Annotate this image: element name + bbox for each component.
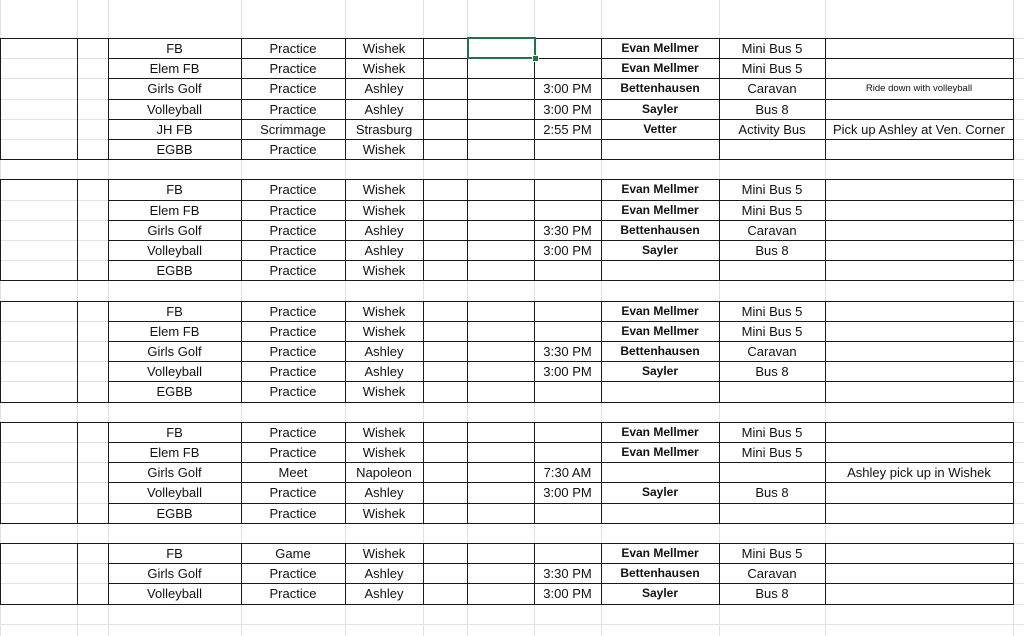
notes-cell[interactable] bbox=[825, 381, 1013, 401]
activity-cell[interactable]: JH FB bbox=[156, 121, 193, 137]
driver-cell[interactable]: Sayler bbox=[641, 102, 679, 116]
location-cell[interactable]: Wishek bbox=[362, 505, 406, 521]
location-cell[interactable]: Ashley bbox=[364, 343, 404, 359]
activity-cell[interactable]: Elem FB bbox=[149, 444, 200, 460]
gridline bbox=[0, 624, 1024, 625]
header-date[interactable] bbox=[0, 0, 77, 36]
event-cell[interactable]: Practice bbox=[269, 40, 317, 56]
activity-cell[interactable]: Volleyball bbox=[147, 585, 202, 601]
event-cell[interactable]: Practice bbox=[269, 565, 317, 581]
ashley-cell[interactable] bbox=[467, 482, 534, 502]
location-cell[interactable]: Ashley bbox=[364, 484, 404, 500]
driver-cell[interactable]: Sayler bbox=[641, 586, 679, 600]
event-cell[interactable]: Scrimmage bbox=[260, 121, 326, 137]
miles-cell[interactable] bbox=[423, 361, 467, 381]
location-cell[interactable]: Wishek bbox=[362, 202, 406, 218]
wishek-cell[interactable]: 2:55 PM bbox=[543, 121, 592, 137]
notes-cell[interactable] bbox=[825, 482, 1013, 502]
date-cell[interactable] bbox=[0, 38, 77, 58]
location-cell[interactable]: Wishek bbox=[362, 323, 406, 339]
activity-cell[interactable]: Girls Golf bbox=[147, 343, 202, 359]
event-cell[interactable]: Practice bbox=[269, 484, 317, 500]
notes-cell[interactable] bbox=[825, 139, 1013, 159]
miles-cell[interactable] bbox=[423, 301, 467, 321]
wishek-cell[interactable]: 7:30 AM bbox=[543, 464, 592, 480]
location-cell[interactable]: Wishek bbox=[362, 181, 406, 197]
miles-cell[interactable] bbox=[423, 260, 467, 280]
activity-cell[interactable]: Elem FB bbox=[149, 60, 200, 76]
transport-cell[interactable]: Caravan bbox=[747, 343, 797, 359]
notes-cell[interactable] bbox=[825, 422, 1013, 442]
miles-cell[interactable] bbox=[423, 543, 467, 563]
notes-cell[interactable] bbox=[825, 260, 1013, 280]
activity-cell[interactable]: FB bbox=[166, 424, 183, 440]
cell-border bbox=[1013, 38, 1014, 160]
event-cell[interactable]: Practice bbox=[269, 141, 317, 157]
driver-cell[interactable]: Evan Mellmer bbox=[621, 324, 699, 338]
driver-cell[interactable] bbox=[601, 139, 719, 159]
event-cell[interactable]: Practice bbox=[269, 444, 317, 460]
transport-cell[interactable] bbox=[719, 139, 825, 159]
cell-border bbox=[0, 280, 1014, 281]
location-cell[interactable]: Ashley bbox=[364, 101, 404, 117]
miles-cell[interactable] bbox=[423, 583, 467, 603]
activity-cell[interactable]: EGBB bbox=[156, 262, 193, 278]
header-location[interactable] bbox=[345, 0, 423, 36]
wishek-cell[interactable]: 3:00 PM bbox=[543, 80, 592, 96]
driver-cell[interactable]: Bettenhausen bbox=[620, 81, 700, 95]
activity-cell[interactable]: EGBB bbox=[156, 383, 193, 399]
transport-cell[interactable]: Mini Bus 5 bbox=[741, 202, 803, 218]
ashley-cell[interactable] bbox=[467, 381, 534, 401]
ashley-cell[interactable] bbox=[467, 58, 534, 78]
notes-cell[interactable] bbox=[825, 99, 1013, 119]
cell-border bbox=[0, 402, 1014, 403]
miles-cell[interactable] bbox=[423, 119, 467, 139]
notes-cell[interactable] bbox=[825, 58, 1013, 78]
ashley-cell[interactable] bbox=[467, 99, 534, 119]
miles-cell[interactable] bbox=[423, 38, 467, 58]
wishek-cell[interactable]: 3:30 PM bbox=[543, 222, 592, 238]
notes-cell[interactable]: Pick up Ashley at Ven. Corner bbox=[833, 121, 1005, 137]
location-cell[interactable]: Ashley bbox=[364, 80, 404, 96]
wishek-cell[interactable] bbox=[534, 260, 601, 280]
ashley-cell[interactable] bbox=[467, 260, 534, 280]
event-cell[interactable]: Practice bbox=[269, 363, 317, 379]
transport-cell[interactable]: Mini Bus 5 bbox=[741, 181, 803, 197]
transport-cell[interactable]: Mini Bus 5 bbox=[741, 424, 803, 440]
miles-cell[interactable] bbox=[423, 563, 467, 583]
transport-cell[interactable]: Bus 8 bbox=[755, 101, 789, 117]
activity-cell[interactable]: Elem FB bbox=[149, 323, 200, 339]
location-cell[interactable]: Strasburg bbox=[355, 121, 413, 137]
transport-cell[interactable]: Mini Bus 5 bbox=[741, 444, 803, 460]
notes-cell[interactable] bbox=[825, 341, 1013, 361]
location-cell[interactable]: Ashley bbox=[364, 222, 404, 238]
day-cell[interactable] bbox=[77, 301, 108, 321]
ashley-cell[interactable] bbox=[467, 361, 534, 381]
miles-cell[interactable] bbox=[423, 381, 467, 401]
miles-cell[interactable] bbox=[423, 442, 467, 462]
miles-cell[interactable] bbox=[423, 139, 467, 159]
activity-cell[interactable]: FB bbox=[166, 181, 183, 197]
location-cell[interactable]: Wishek bbox=[362, 545, 406, 561]
notes-cell[interactable] bbox=[825, 301, 1013, 321]
event-cell[interactable]: Practice bbox=[269, 80, 317, 96]
event-cell[interactable]: Practice bbox=[269, 585, 317, 601]
event-cell[interactable]: Practice bbox=[269, 424, 317, 440]
driver-cell[interactable]: Bettenhausen bbox=[620, 344, 700, 358]
header-day[interactable] bbox=[77, 0, 108, 36]
ashley-cell[interactable] bbox=[467, 119, 534, 139]
location-cell[interactable]: Wishek bbox=[362, 444, 406, 460]
event-cell[interactable]: Practice bbox=[269, 60, 317, 76]
ashley-cell[interactable] bbox=[467, 442, 534, 462]
ashley-cell[interactable] bbox=[467, 321, 534, 341]
location-cell[interactable]: Wishek bbox=[362, 383, 406, 399]
activity-cell[interactable]: Girls Golf bbox=[147, 80, 202, 96]
activity-cell[interactable]: FB bbox=[166, 40, 183, 56]
wishek-cell[interactable] bbox=[534, 38, 601, 58]
notes-cell[interactable] bbox=[825, 503, 1013, 523]
wishek-cell[interactable] bbox=[534, 321, 601, 341]
driver-cell[interactable]: Evan Mellmer bbox=[621, 546, 699, 560]
cell-border bbox=[1013, 179, 1014, 281]
wishek-cell[interactable]: 3:00 PM bbox=[543, 585, 592, 601]
wishek-cell[interactable] bbox=[534, 139, 601, 159]
cell-border bbox=[0, 159, 1014, 160]
notes-cell[interactable] bbox=[825, 240, 1013, 260]
notes-cell[interactable] bbox=[825, 583, 1013, 603]
ashley-cell[interactable] bbox=[467, 301, 534, 321]
activity-cell[interactable]: FB bbox=[166, 545, 183, 561]
transport-cell[interactable]: Mini Bus 5 bbox=[741, 60, 803, 76]
activity-cell[interactable]: Girls Golf bbox=[147, 565, 202, 581]
wishek-cell[interactable] bbox=[534, 58, 601, 78]
selected-cell[interactable] bbox=[467, 37, 536, 59]
transport-cell[interactable]: Caravan bbox=[747, 565, 797, 581]
event-cell[interactable]: Practice bbox=[269, 323, 317, 339]
ashley-cell[interactable] bbox=[467, 341, 534, 361]
transport-cell[interactable]: Bus 8 bbox=[755, 484, 789, 500]
event-cell[interactable]: Practice bbox=[269, 222, 317, 238]
miles-cell[interactable] bbox=[423, 482, 467, 502]
driver-cell[interactable] bbox=[601, 381, 719, 401]
notes-cell[interactable] bbox=[825, 200, 1013, 220]
ashley-cell[interactable] bbox=[467, 139, 534, 159]
transport-cell[interactable] bbox=[719, 260, 825, 280]
driver-cell[interactable] bbox=[601, 503, 719, 523]
location-cell[interactable]: Ashley bbox=[364, 565, 404, 581]
miles-cell[interactable] bbox=[423, 321, 467, 341]
cell-border bbox=[1013, 543, 1014, 605]
header-notes[interactable] bbox=[825, 0, 1013, 36]
miles-cell[interactable] bbox=[423, 422, 467, 442]
ashley-cell[interactable] bbox=[467, 462, 534, 482]
notes-cell[interactable] bbox=[825, 179, 1013, 199]
event-cell[interactable]: Practice bbox=[269, 383, 317, 399]
transport-cell[interactable]: Mini Bus 5 bbox=[741, 545, 803, 561]
ashley-cell[interactable] bbox=[467, 503, 534, 523]
activity-cell[interactable]: Volleyball bbox=[147, 363, 202, 379]
wishek-cell[interactable] bbox=[534, 503, 601, 523]
activity-cell[interactable]: EGBB bbox=[156, 141, 193, 157]
miles-cell[interactable] bbox=[423, 503, 467, 523]
driver-cell[interactable]: Bettenhausen bbox=[620, 566, 700, 580]
wishek-cell[interactable] bbox=[534, 179, 601, 199]
location-cell[interactable]: Wishek bbox=[362, 262, 406, 278]
ashley-cell[interactable] bbox=[467, 543, 534, 563]
event-cell[interactable]: Practice bbox=[269, 242, 317, 258]
notes-cell[interactable]: Ride down with volleyball bbox=[865, 82, 973, 94]
event-cell[interactable]: Meet bbox=[278, 464, 308, 480]
miles-cell[interactable] bbox=[423, 179, 467, 199]
wishek-cell[interactable] bbox=[534, 442, 601, 462]
header-event-type[interactable] bbox=[241, 0, 345, 36]
event-cell[interactable]: Practice bbox=[269, 101, 317, 117]
ashley-cell[interactable] bbox=[467, 240, 534, 260]
driver-cell[interactable]: Evan Mellmer bbox=[621, 182, 699, 196]
activity-cell[interactable]: Volleyball bbox=[147, 484, 202, 500]
wishek-cell[interactable]: 3:30 PM bbox=[543, 565, 592, 581]
driver-cell[interactable]: Vetter bbox=[643, 122, 677, 136]
event-cell[interactable]: Practice bbox=[269, 202, 317, 218]
event-cell[interactable]: Practice bbox=[269, 343, 317, 359]
transport-cell[interactable]: Bus 8 bbox=[755, 363, 789, 379]
cell-border bbox=[0, 604, 1014, 605]
event-cell[interactable]: Practice bbox=[269, 303, 317, 319]
transport-cell[interactable] bbox=[719, 462, 825, 482]
ashley-cell[interactable] bbox=[467, 563, 534, 583]
location-cell[interactable]: Wishek bbox=[362, 424, 406, 440]
location-cell[interactable]: Ashley bbox=[364, 242, 404, 258]
location-cell[interactable]: Wishek bbox=[362, 40, 406, 56]
notes-cell[interactable] bbox=[825, 543, 1013, 563]
miles-cell[interactable] bbox=[423, 462, 467, 482]
transport-cell[interactable]: Mini Bus 5 bbox=[741, 323, 803, 339]
driver-cell[interactable]: Evan Mellmer bbox=[621, 445, 699, 459]
driver-cell[interactable]: Evan Mellmer bbox=[621, 425, 699, 439]
day-cell[interactable] bbox=[77, 422, 108, 442]
wishek-cell[interactable] bbox=[534, 381, 601, 401]
activity-cell[interactable]: Volleyball bbox=[147, 101, 202, 117]
driver-cell[interactable]: Sayler bbox=[641, 243, 679, 257]
notes-cell[interactable] bbox=[825, 220, 1013, 240]
cell-border bbox=[1013, 422, 1014, 524]
location-cell[interactable]: Wishek bbox=[362, 60, 406, 76]
miles-cell[interactable] bbox=[423, 200, 467, 220]
driver-cell[interactable]: Evan Mellmer bbox=[621, 41, 699, 55]
wishek-cell[interactable] bbox=[534, 543, 601, 563]
wishek-cell[interactable]: 3:00 PM bbox=[543, 484, 592, 500]
transport-cell[interactable]: Caravan bbox=[747, 80, 797, 96]
location-cell[interactable]: Wishek bbox=[362, 303, 406, 319]
driver-cell[interactable]: Sayler bbox=[641, 364, 679, 378]
miles-cell[interactable] bbox=[423, 58, 467, 78]
miles-cell[interactable] bbox=[423, 240, 467, 260]
transport-cell[interactable] bbox=[719, 381, 825, 401]
ashley-cell[interactable] bbox=[467, 583, 534, 603]
notes-cell[interactable] bbox=[825, 361, 1013, 381]
notes-cell[interactable] bbox=[825, 563, 1013, 583]
miles-cell[interactable] bbox=[423, 99, 467, 119]
activity-cell[interactable]: EGBB bbox=[156, 505, 193, 521]
activity-cell[interactable]: Volleyball bbox=[147, 242, 202, 258]
transport-cell[interactable]: Bus 8 bbox=[755, 585, 789, 601]
miles-cell[interactable] bbox=[423, 341, 467, 361]
notes-cell[interactable]: Ashley pick up in Wishek bbox=[847, 464, 991, 480]
activity-cell[interactable]: FB bbox=[166, 303, 183, 319]
ashley-cell[interactable] bbox=[467, 422, 534, 442]
location-cell[interactable]: Ashley bbox=[364, 585, 404, 601]
date-cell[interactable] bbox=[0, 301, 77, 321]
activity-cell[interactable]: Girls Golf bbox=[147, 222, 202, 238]
driver-cell[interactable]: Evan Mellmer bbox=[621, 203, 699, 217]
activity-cell[interactable]: Elem FB bbox=[149, 202, 200, 218]
transport-cell[interactable] bbox=[719, 503, 825, 523]
driver-cell[interactable]: Evan Mellmer bbox=[621, 304, 699, 318]
header-activity[interactable] bbox=[108, 0, 241, 36]
event-cell[interactable]: Practice bbox=[269, 262, 317, 278]
ashley-cell[interactable] bbox=[467, 78, 534, 98]
activity-cell[interactable]: Girls Golf bbox=[147, 464, 202, 480]
event-cell[interactable]: Practice bbox=[269, 181, 317, 197]
wishek-cell[interactable]: 3:00 PM bbox=[543, 363, 592, 379]
ashley-cell[interactable] bbox=[467, 179, 534, 199]
location-cell[interactable]: Napoleon bbox=[356, 464, 412, 480]
date-cell[interactable] bbox=[0, 179, 77, 199]
location-cell[interactable]: Ashley bbox=[364, 363, 404, 379]
driver-cell[interactable]: Evan Mellmer bbox=[621, 61, 699, 75]
cell-border bbox=[1013, 301, 1014, 403]
cell-border bbox=[0, 523, 1014, 524]
header-driver[interactable] bbox=[601, 0, 719, 36]
miles-cell[interactable] bbox=[423, 78, 467, 98]
ashley-cell[interactable] bbox=[467, 220, 534, 240]
header-ashley-leave-time[interactable] bbox=[467, 0, 534, 36]
wishek-cell[interactable]: 3:00 PM bbox=[543, 242, 592, 258]
wishek-cell[interactable] bbox=[534, 200, 601, 220]
wishek-cell[interactable] bbox=[534, 422, 601, 442]
driver-cell[interactable] bbox=[601, 260, 719, 280]
driver-cell[interactable]: Sayler bbox=[641, 485, 679, 499]
date-cell[interactable] bbox=[0, 422, 77, 442]
date-cell[interactable] bbox=[0, 543, 77, 563]
transport-cell[interactable]: Mini Bus 5 bbox=[741, 40, 803, 56]
transport-cell[interactable]: Caravan bbox=[747, 222, 797, 238]
notes-cell[interactable] bbox=[825, 442, 1013, 462]
day-cell[interactable] bbox=[77, 179, 111, 199]
notes-cell[interactable] bbox=[825, 321, 1013, 341]
day-cell[interactable] bbox=[77, 38, 108, 58]
location-cell[interactable]: Wishek bbox=[362, 141, 406, 157]
transport-cell[interactable]: Mini Bus 5 bbox=[741, 303, 803, 319]
header-wishek-leave-time[interactable] bbox=[534, 0, 601, 36]
header-means-of-transportation[interactable] bbox=[719, 0, 825, 36]
transport-cell[interactable]: Bus 8 bbox=[755, 242, 789, 258]
wishek-cell[interactable]: 3:00 PM bbox=[543, 101, 592, 117]
wishek-cell[interactable] bbox=[534, 301, 601, 321]
wishek-cell[interactable]: 3:30 PM bbox=[543, 343, 592, 359]
driver-cell[interactable] bbox=[601, 462, 719, 482]
header-miles[interactable] bbox=[423, 0, 467, 36]
event-cell[interactable]: Practice bbox=[269, 505, 317, 521]
notes-cell[interactable] bbox=[825, 38, 1013, 58]
day-cell[interactable] bbox=[77, 543, 108, 563]
transport-cell[interactable]: Activity Bus bbox=[738, 121, 806, 137]
driver-cell[interactable]: Bettenhausen bbox=[620, 223, 700, 237]
event-cell[interactable]: Game bbox=[275, 545, 311, 561]
miles-cell[interactable] bbox=[423, 220, 467, 240]
fill-handle[interactable] bbox=[532, 55, 539, 62]
ashley-cell[interactable] bbox=[467, 200, 534, 220]
